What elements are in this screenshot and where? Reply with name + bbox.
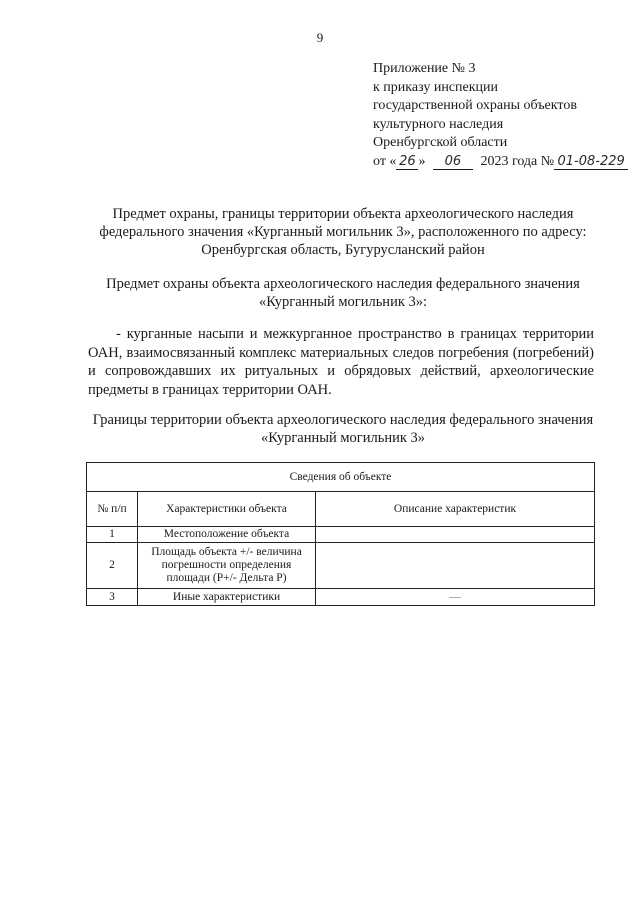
row-description: — [316,589,595,606]
appendix-line: к приказу инспекции [373,79,499,95]
table-row [87,543,595,589]
boundaries-heading: Границы территории объекта археологического наследия федерального значения «Курганный могильник 3» [92,412,594,446]
table-caption: Сведения об объекте [87,463,595,492]
order-year: 2023 года № [480,153,555,169]
row-description [316,543,595,589]
appendix-line: государственной охраны объектов [373,98,577,113]
appendix-block [373,60,628,171]
table-caption-row [87,463,595,492]
column-header: № п/п [87,492,138,527]
object-info-table [86,462,595,606]
page-number: 9 [316,30,324,45]
table-row [87,589,595,606]
row-characteristic: Площадь объекта +/- величина погрешности определения площади (P+/- Дельта P) [138,543,316,589]
order-day: 26 [396,155,418,170]
row-number: 2 [87,543,138,589]
row-number: 1 [87,527,138,543]
column-header: Описание характеристик [316,492,595,527]
appendix-line: Оренбургской области [373,135,508,150]
order-prefix: от « [373,153,397,169]
column-header: Характеристики объекта [138,492,316,527]
row-characteristic: Местоположение объекта [138,527,316,543]
appendix-line: Приложение № 3 [373,61,476,76]
document-title: Предмет охраны, границы территории объекта археологического наследия федерального значения «Курганный могильник 3», расположенного по адресу: Оренбургская область, Бугурусланский район [99,206,587,258]
appendix-line: культурного наследия [373,116,504,132]
subject-paragraph [88,325,594,399]
row-number: 3 [87,589,138,606]
order-number: 01-08-229 [554,155,628,170]
row-characteristic: Иные характеристики [138,589,316,606]
order-line [373,153,628,172]
order-month: 06 [433,155,473,170]
order-mid: » [418,153,426,169]
row-description [316,527,595,543]
table-row [87,527,595,543]
subject-text: - курганные насыпи и межкурганное пространство в границах территории ОАН, взаимосвязанный комплекс материальных следов погребения (погребений) и сопровождавших их ритуальных и обрядовых действий, археологические предметы в границах территории ОАН. [88,326,594,398]
subject-heading: Предмет охраны объекта археологического наследия федерального значения «Курганный могильник 3»: [106,276,580,310]
table-header-row [87,492,595,527]
